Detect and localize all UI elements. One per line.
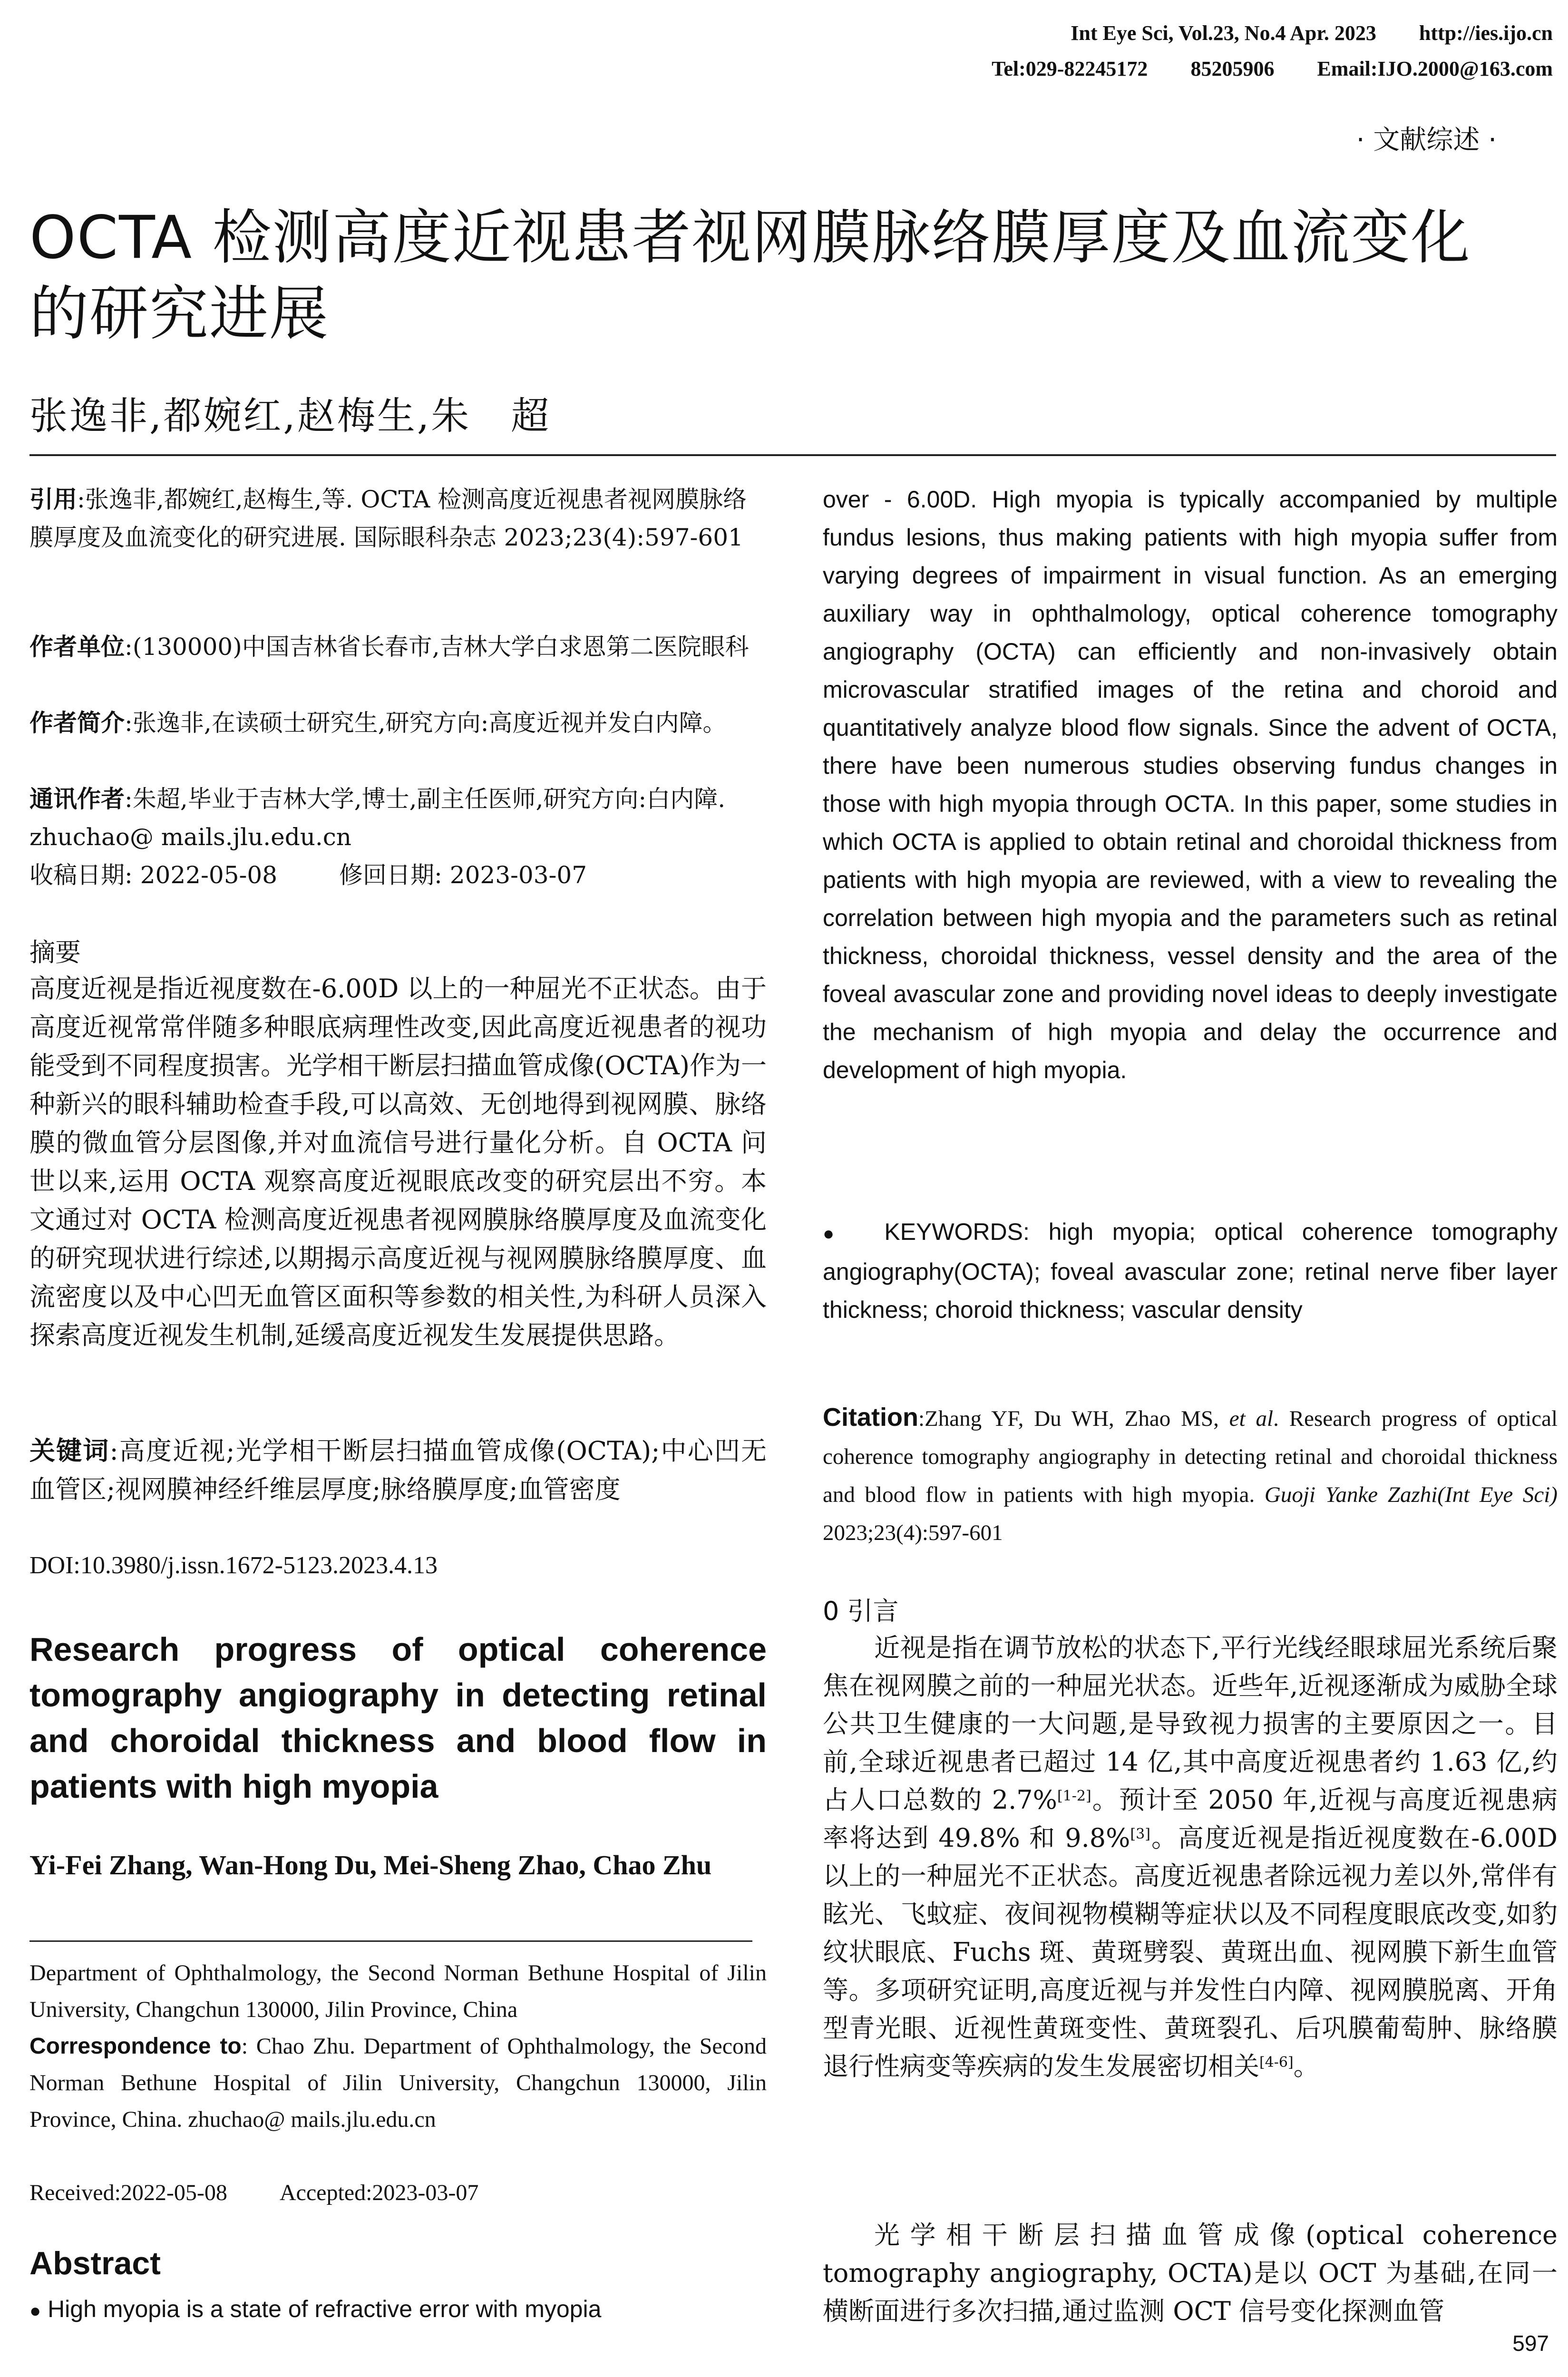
article-title-cn: OCTA 检测高度近视患者视网膜脉络膜厚度及血流变化的研究进展: [29, 204, 1471, 348]
journal-url: http://ies.ijo.cn: [1419, 21, 1553, 45]
keywords-en-label: KEYWORDS:: [884, 1218, 1030, 1245]
dates-en: [29, 2174, 767, 2211]
para1-d: 。: [1293, 2051, 1319, 2081]
abstract-en-start: [29, 2290, 767, 2330]
page-number: 597: [1512, 2331, 1549, 2356]
para1-c: 。高度近视是指近视度数在-6.00D 以上的一种屈光不正状态。高度近视患者除远视力差以外,常伴有眩光、飞蚊症、夜间视物模糊等症状以及不同程度眼底改变,如豹纹状眼底、Fuchs 斑、黄斑劈裂、黄斑出血、视网膜下新生血管等。多项研究证明,高度近视与并发性白内障、视网膜脱离、开角型青光眼、近视性黄斑变性、黄斑裂孔、后巩膜葡萄肿、脉络膜退行性病变等疾病的发生发展密切相关: [823, 1823, 1558, 2081]
unit-text: :(130000)中国吉林省长春市,吉林大学白求恩第二医院眼科: [125, 633, 749, 661]
affiliation-en: Department of Ophthalmology, the Second Norman Bethune Hospital of Jilin University, Changchun 130000, Jilin Province, China: [29, 1960, 767, 2022]
journal-contact: [316, 55, 1553, 83]
received-date: 收稿日期: 2022-05-08: [29, 861, 278, 889]
para1-b: 。预计至 2050 年,近视与高度近视患病率将达到 49.8% 和 9.8%: [823, 1785, 1558, 1853]
citation-en-text-a: :Zhang YF, Du WH, Zhao MS,: [918, 1406, 1219, 1431]
citation-vol: 2023;23(4):597-601: [823, 1520, 1003, 1545]
corr-text: :朱超,毕业于吉林大学,博士,副主任医师,研究方向:白内障. zhuchao@ mails.jlu.edu.cn: [29, 785, 726, 851]
keywords-text: :高度近视;光学相干断层扫描血管成像(OCTA);中心凹无血管区;视网膜神经纤维层厚度;脉络膜厚度;血管密度: [29, 1436, 767, 1504]
journal-fax: 85205906: [1190, 57, 1275, 80]
abstract-en-cont: over - 6.00D. High myopia is typically accompanied by multiple fundus lesions, thus making patients with high myopia suffer from varying degrees of impairment in visual function. As an emerging auxiliary way in ophthalmology, optical coherence tomography angiography (OCTA) can efficiently and non-invasively obtain microvascular stratified images of the retina and choroid and quantitatively analyze blood flow signals. Since the advent of OCTA, there have been numerous studies observing fundus changes in those with high myopia through OCTA. In this paper, some studies in which OCTA is applied to obtain retinal and choroidal thickness from patients with high myopia are reviewed, with a view to revealing the correlation between high myopia and the parameters such as retinal thickness, choroidal thickness, vessel density and the area of the foveal avascular zone and providing novel ideas to deeply investigate the mechanism of high myopia and delay the occurrence and development of high myopia.: [823, 486, 1558, 1083]
intro-paragraph-2: 光学相干断层扫描血管成像(optical coherence tomography angiography, OCTA)是以 OCT 为基础,在同一横断面进行多次扫描,通过监测 OCT 信号变化探测血管: [823, 2220, 1558, 2326]
journal-email: Email:IJO.2000@163.com: [1317, 57, 1553, 80]
revised-date: 修回日期: 2023-03-07: [339, 861, 587, 889]
dates-cn: [29, 856, 767, 894]
ref-1-2: [1-2]: [1057, 1788, 1091, 1804]
citation-en-text-b: . Research progress of optical coherence tomography angiography in detecting retinal and choroidal thickness and blood flow in patients with high myopia.: [823, 1406, 1558, 1507]
citation-journal: Guoji Yanke Zazhi(Int Eye Sci): [1264, 1482, 1558, 1507]
ref-4-6: [4-6]: [1259, 2054, 1294, 2071]
ref-3: [3]: [1130, 1826, 1150, 1842]
en-accepted: Accepted:2023-03-07: [279, 2180, 479, 2205]
authors-en: Yi-Fei Zhang, Wan-Hong Du, Mei-Sheng Zhao, Chao Zhu: [29, 1850, 712, 1880]
journal-citation: Int Eye Sci, Vol.23, No.4 Apr. 2023: [1071, 21, 1376, 45]
citation-label: 引用: [29, 486, 77, 513]
bio-label: 作者简介: [29, 709, 125, 737]
authors-cn: 张逸非,都婉红,赵梅生,朱 超: [29, 394, 551, 438]
author-unit: [29, 628, 767, 666]
citation-en-label: Citation: [823, 1403, 918, 1432]
citation-text: :张逸非,都婉红,赵梅生,等. OCTA 检测高度近视患者视网膜脉络膜厚度及血流变化的研究进展. 国际眼科杂志 2023;23(4):597-601: [29, 486, 747, 551]
en-received: Received:2022-05-08: [29, 2180, 227, 2205]
corr-label: 通讯作者: [29, 785, 125, 813]
bio-text: :张逸非,在读硕士研究生,研究方向:高度近视并发白内障。: [125, 709, 727, 737]
bullet-icon: ●: [823, 1223, 847, 1244]
keywords-cn: [29, 1432, 767, 1509]
keywords-label: 关键词: [29, 1436, 110, 1466]
abstract-first-line: High myopia is a state of refractive error with myopia: [48, 2296, 602, 2322]
correspondence-text: : Chao Zhu. Department of Ophthalmology, the Second Norman Bethune Hospital of Jilin University, Changchun 130000, Jilin Province, China. zhuchao@ mails.jlu.edu.cn: [29, 2034, 767, 2132]
top-rule: [29, 454, 1556, 456]
citation-cn: [29, 480, 767, 556]
abstract-heading-en: Abstract: [29, 2245, 161, 2281]
intro-heading: 0 引言: [823, 1596, 899, 1626]
unit-label: 作者单位: [29, 633, 125, 661]
keywords-en-text: high myopia; optical coherence tomography angiography(OCTA); foveal avascular zone; retinal nerve fiber layer thickness; choroid thickness; vascular density: [823, 1218, 1558, 1323]
journal-tel: Tel:029-82245172: [992, 57, 1148, 80]
doi: DOI:10.3980/j.issn.1672-5123.2023.4.13: [29, 1552, 438, 1579]
corresponding-author: [29, 780, 767, 856]
journal-header: [316, 19, 1553, 48]
correspondence-label: Correspondence to: [29, 2034, 242, 2059]
author-bio: [29, 704, 767, 742]
intro-paragraph-1: [823, 1629, 1558, 2085]
bullet-icon: ●: [29, 2300, 41, 2321]
correspondence-en: [29, 2028, 767, 2138]
mid-rule: [29, 1940, 752, 1942]
section-tag: · 文献综述 ·: [1356, 125, 1497, 156]
article-title-en: Research progress of optical coherence tomography angiography in detecting retinal and choroidal thickness and blood flow in patients with high myopia: [29, 1631, 767, 1805]
keywords-en: [823, 1213, 1558, 1329]
abstract-cn: 高度近视是指近视度数在-6.00D 以上的一种屈光不正状态。由于高度近视常常伴随多种眼底病理性改变,因此高度近视患者的视功能受到不同程度损害。光学相干断层扫描血管成像(OCTA)作为一种新兴的眼科辅助检查手段,可以高效、无创地得到视网膜、脉络膜的微血管分层图像,并对血流信号进行量化分析。自 OCTA 问世以来,运用 OCTA 观察高度近视眼底改变的研究层出不穷。本文通过对 OCTA 检测高度近视患者视网膜脉络膜厚度及血流变化的研究现状进行综述,以期揭示高度近视与视网膜脉络膜厚度、血流密度以及中心凹无血管区面积等参数的相关性,为科研人员深入探索高度近视发生机制,延缓高度近视发生发展提供思路。: [29, 974, 767, 1350]
citation-etal: et al: [1229, 1406, 1274, 1431]
abstract-label-cn: 摘要: [29, 937, 81, 967]
citation-en: [823, 1398, 1558, 1552]
para1-a: 近视是指在调节放松的状态下,平行光线经眼球屈光系统后聚焦在视网膜之前的一种屈光状态。近些年,近视逐渐成为威胁全球公共卫生健康的一大问题,是导致视力损害的主要原因之一。目前,全球近视患者已超过 14 亿,其中高度近视患者约 1.63 亿,约占人口总数的 2.7%: [823, 1633, 1558, 1815]
